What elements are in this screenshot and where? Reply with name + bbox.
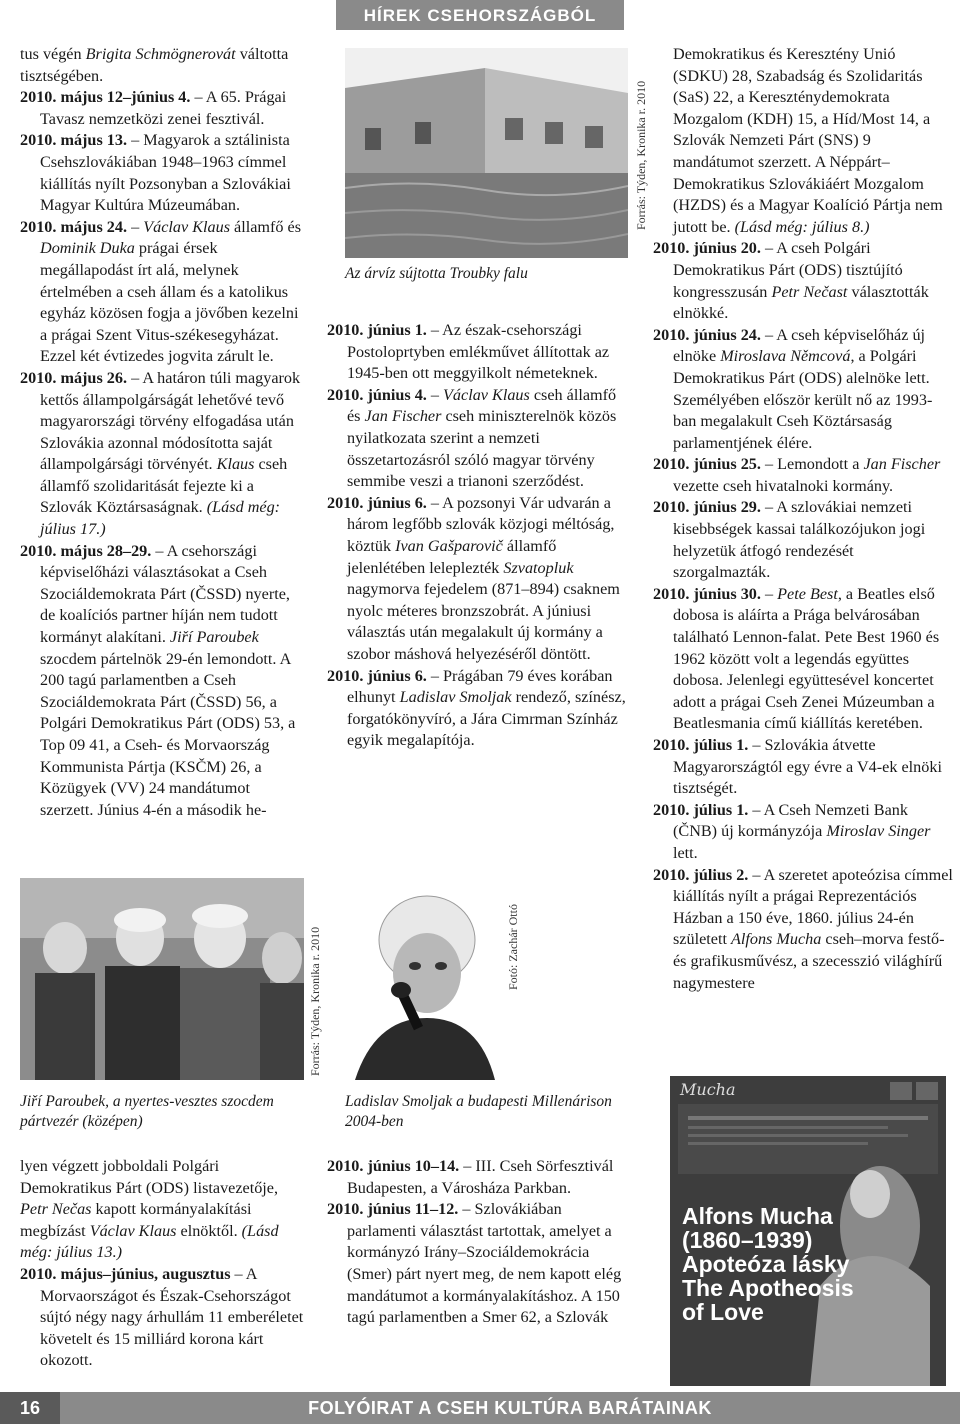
paragraph-continued: tus végén Brigita Schmögnerovát váltotta tisztségében. <box>20 45 289 85</box>
entry-june-20: 2010. június 20. – A cseh Polgári Demokratikus Párt (ODS) tisztújító kongresszusán Petr Nečast választották elnökké. <box>653 239 929 323</box>
entry-flood: 2010. május–június, augusztus – A Morvaországot és Észak-Csehországot sújtó négy nagy árhullám 11 emberéletet követelt és 15 milliárd korona kárt okozott. <box>20 1264 304 1370</box>
entry-june-30: 2010. június 30. – Pete Best, a Beatles első dobosa is aláírta a Prága belvárosában található Lennon-falat. Pete Best 1960 és 1962 között volt a legendás együttes dobosa. Jelenlegi együttesével koncertet adott a prágai Cseh Zenei Múzeumban a Beatlesmania című kiállítás keretében. <box>653 584 940 733</box>
paragraph-nečas: lyen végzett jobboldali Polgári Demokratikus Párt (ODS) listavezetője, Petr Nečas kapott kormányalakítási megbízást Václav Klaus elnöktől. (Lásd még: július 13.) <box>20 1157 279 1262</box>
photo-paroubek-illustration <box>20 878 304 1080</box>
paragraph-slovak-results: Demokratikus és Keresztény Unió (SDKU) 28, Szabadság és Szolidaritás (SaS) 22, a Kereszténydemokrata Mozgalom (KDH) 15, a Híd/Most 14, a Szlovák Nemzeti Párt (SNS) 9 mandátumot szerzett. A Néppárt–Demokratikus Szlovákiáért Mozgalom (HZDS) és a Magyar Koalíció Pártja nem jutott be. (Lásd még: július 8.) <box>673 45 943 236</box>
entry-june-4: 2010. június 4. – Václav Klaus cseh államfő és Jan Fischer cseh miniszterelnök közös nyilatkozata szerint a nemzeti összetartozásról szóló magyar törvény semmibe veszi a trianoni szerződést. <box>327 385 617 491</box>
mucha-poster-line3: Apoteóza lásky <box>682 1251 850 1277</box>
entry-may-28: 2010. május 28–29. – A csehországi képviselőházi választásokat a Cseh Szociáldemokrata Párt (ČSSD) nyerte, de koalíciós partner híján nem tudott kormányt alakítani. Jiří Paroubek szocdem pártelnök 29-én lemondott. A 200 tagú parlamentben a Cseh Szociáldemokrata Párt (ČSSD) 56, a Polgári Demokratikus Párt (ODS) 53, a Top 09 41, a Cseh- és Morvaország Kommunista Pártja (KSČM) 26, a Közügyek (VV) 24 mandátumot szerzett. Június 4-én a második he- <box>20 541 296 819</box>
mucha-poster-line2: (1860–1939) <box>682 1227 813 1253</box>
entry-may-26: 2010. május 26. – A határon túli magyarok kettős állampolgárságát lehetővé tevő magyarországi törvény elfogadása után Szlovákia azonnal módosította saját állampolgársági törvényét. Klaus cseh államfő szolidaritását fejezte ki a Szlovák Köztársaságnak. (Lásd még: július 17.) <box>20 368 301 539</box>
entry-july-2: 2010. július 2. – A szeretet apoteózisa címmel kiállítás nyílt a prágai Reprezentációs Házban a 150 éve, 1860. július 24-én született Alfons Mucha cseh–morva festő- és grafikusművész, a szecesszió világhírű nagymestere <box>653 865 953 992</box>
photo-paroubek-caption: Jiří Paroubek, a nyertes-vesztes szocdem pártvezér (középen) <box>20 1093 274 1130</box>
photo-smoljak <box>345 878 502 1080</box>
column-1 <box>20 44 304 821</box>
mucha-poster-line5: of Love <box>682 1299 764 1325</box>
photo-flood <box>345 48 628 258</box>
entry-june-6-b: 2010. június 6. – Prágában 79 éves korában elhunyt Ladislav Smoljak rendező, színész, forgatókönyvíró, a Jára Cimrman Színház egyik megalapítója. <box>327 666 626 750</box>
photo-smoljak-caption: Ladislav Smoljak a budapesti Millenárison 2004-ben <box>345 1093 612 1130</box>
photo-flood-illustration <box>345 48 628 258</box>
entry-june-29: 2010. június 29. – A szlovákiai nemzeti kisebbségek kassai találkozójukon jogi helyzetük átfogó rendezését szorgalmazták. <box>653 498 926 582</box>
page-number: 16 <box>0 1392 60 1424</box>
column-1-bottom <box>20 1156 304 1372</box>
column-2-bottom <box>327 1156 630 1329</box>
entry-may-13: 2010. május 13. – Magyarok a sztálinista Csehszlovákiában 1948–1963 címmel kiállítás nyílt Pozsonyban a Szlovákiai Magyar Kultúra Múzeumában. <box>20 131 291 215</box>
entry-june-1: 2010. június 1. – Az észak-csehországi Postoloprtyben emlékművet állítottak az 1945-ben ott meggyilkolt németeknek. <box>327 321 610 383</box>
entry-july-1-b: 2010. július 1. – A Cseh Nemzeti Bank (ČNB) új kormányzója Miroslav Singer lett. <box>653 800 931 862</box>
mucha-poster-line4: The Apotheosis <box>682 1275 854 1301</box>
entry-may-24: 2010. május 24. – Václav Klaus államfő és Dominik Duka prágai érsek megállapodást írt alá, melynek értelmében a cseh állam és a katolikus egyház közösen fogja a jövőben kezelni a prágai Szent Vitus-székesegyházat. Ezzel két évtizedes jogvita zárult le. <box>20 217 302 366</box>
entry-june-10: 2010. június 10–14. – III. Cseh Sörfesztivál Budapesten, a Városháza Parkban. <box>327 1157 614 1197</box>
mucha-poster-line1: Alfons Mucha <box>682 1203 833 1229</box>
section-header: HÍREK CSEHORSZÁGBÓL <box>336 0 624 30</box>
photo-flood-caption: Az árvíz sújtotta Troubky falu <box>345 265 528 282</box>
entry-june-24: 2010. június 24. – A cseh képviselőház új elnöke Miroslava Němcová, a Polgári Demokratikus Párt (ODS) alelnöke lett. Személyében először került nő az 1993-ban megalakult Cseh Köztársaság parlamentjének élére. <box>653 325 933 452</box>
entry-may-12: 2010. május 12–június 4. – A 65. Prágai Tavasz nemzetközi zenei fesztivál. <box>20 88 287 128</box>
photo-flood-credit: Forrás: Týden, Kronika r. 2010 <box>634 80 648 230</box>
entry-june-6-a: 2010. június 6. – A pozsonyi Vár udvarán a három legfőbb szlovák közjogi méltóság, köztük Ivan Gašparovič államfő jelenlétében leleplezték Szvatopluk nagymorva fejedelem (871–894) csaknem nyolc méteres bronzszobrát. A júniusi választás után megalakult új kormány a szobor máshová helyezéséről döntött. <box>327 493 620 663</box>
mucha-poster-brand: Mucha <box>680 1080 736 1099</box>
photo-smoljak-credit: Fotó: Zachár Ottó <box>506 904 520 990</box>
entry-june-25: 2010. június 25. – Lemondott a Jan Fischer vezette cseh hivatalnoki kormány. <box>653 455 941 495</box>
entry-july-1-a: 2010. július 1. – Szlovákia átvette Magyarországtól egy évre a V4-ek elnöki tisztségét. <box>653 736 942 798</box>
photo-paroubek-credit: Forrás: Týden, Kronika r. 2010 <box>308 926 322 1076</box>
column-3 <box>653 44 953 994</box>
mucha-poster-title <box>682 1204 882 1324</box>
photo-paroubek <box>20 878 304 1080</box>
mucha-poster <box>670 1076 946 1386</box>
entry-june-11: 2010. június 11–12. – Szlovákiában parlamenti választást tartottak, amelyet a kormányzó Irány–Szociáldemokrácia (Smer) párt nyert meg, de nem kapott elég mandátumot a kormányalakításhoz. A 150 tagú parlamentben a Smer 62, a Szlovák <box>327 1200 622 1327</box>
column-2 <box>327 320 630 752</box>
journal-title: FOLYÓIRAT A CSEH KULTÚRA BARÁTAINAK <box>308 1398 712 1418</box>
photo-smoljak-illustration <box>345 878 502 1080</box>
